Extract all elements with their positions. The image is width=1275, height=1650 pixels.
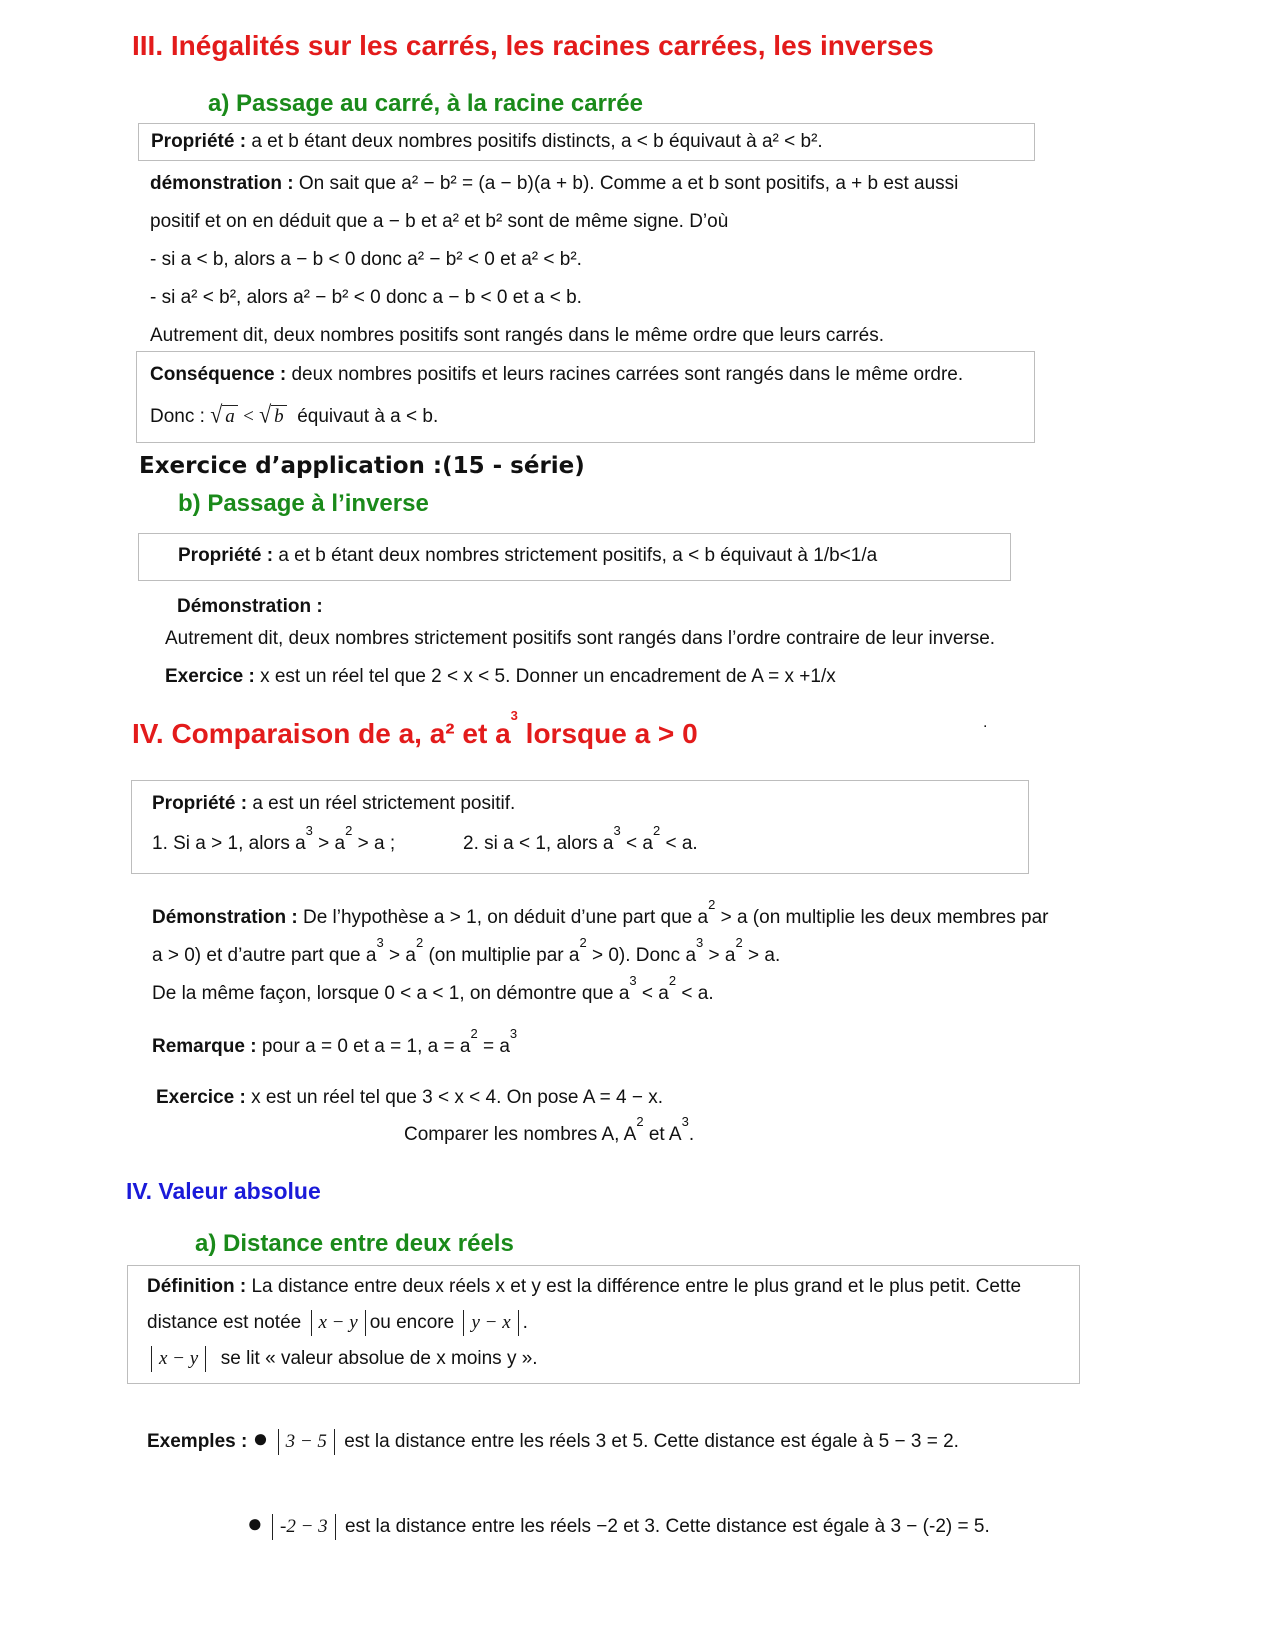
abs-x-minus-y: x − y [311, 1310, 366, 1336]
examples-label: Exemples : [147, 1431, 248, 1452]
consequence-text: deux nombres positifs et leurs racines carrées sont rangés dans le même ordre. [291, 364, 964, 385]
example-1: Exemples : ● 3 − 5 est la distance entre les réels 3 et 5. Cette distance est égale à 5 − 3 = 2. [147, 1423, 959, 1453]
section-title-3: III. Inégalités sur les carrés, les racines carrées, les inverses [132, 30, 934, 61]
definition-label: Définition : [147, 1276, 247, 1297]
property3-box [131, 780, 1029, 874]
property3-line [152, 793, 515, 815]
sqrt-b: √ b [259, 402, 287, 428]
definition-line-2: distance est notée x − y ou encore y − x . [147, 1310, 528, 1336]
sqrt-a: √ a [210, 402, 238, 428]
section-title-4: IV. Comparaison de a, a² et $a^3$ lorsque a > 0 [132, 708, 698, 749]
definition-line-3: x − y se lit « valeur absolue de x moins y ». [147, 1346, 538, 1372]
abs-minus2-minus-3: -2 − 3 [272, 1514, 336, 1540]
subsection-a-title: a) Passage au carré, à la racine carrée [208, 90, 643, 117]
demo3-label: Démonstration : [152, 907, 298, 928]
demo-line-5: Autrement dit, deux nombres positifs sont rangés dans le même ordre que leurs carrés. [150, 325, 884, 346]
exercise-c-label: Exercice : [156, 1087, 246, 1108]
example-2: ● -2 − 3 est la distance entre les réels −2 et 3. Cette distance est égale à 3 − (-2) = 5. [247, 1508, 990, 1538]
property-label: Propriété : [151, 131, 247, 152]
demo2-text: Autrement dit, deux nombres strictement positifs sont rangés dans l’ordre contraire de leur inverse. [165, 628, 996, 649]
property3-item-2: 2. si a < 1, alors $a^3 < a^2 < a$. [463, 823, 698, 854]
property2-line [178, 545, 877, 567]
bullet-icon: ● [252, 1423, 269, 1453]
abs-x-minus-y-2: x − y [151, 1346, 206, 1372]
demo-line-3: - si a < b, alors a − b < 0 donc a² − b² < 0 et a² < b². [150, 249, 582, 270]
remark-line: Remarque : pour a = 0 et a = 1, $a = a^2 = a^3$ [152, 1026, 518, 1057]
consequence-donc-line [150, 402, 438, 428]
demo3-line-2: a > 0) et d’autre part que $a^3 > a^2$ (on multiplie par $a^2 > 0$). Donc $a^3 > a^2 > a$. [152, 935, 781, 966]
bullet-icon: ● [247, 1508, 263, 1538]
demo-line-1 [150, 173, 958, 195]
demo2-label: Démonstration : [177, 596, 323, 617]
property3-item-1: 1. Si a > 1, alors $a^3 > a^2 > a$ ; [152, 823, 396, 854]
exercise-c-line-1: Exercice : x est un réel tel que 3 < x < 4. On pose A = 4 − x. [156, 1087, 664, 1108]
demo-line-4: - si a² < b², alors a² − b² < 0 donc a − b < 0 et a < b. [150, 287, 582, 308]
subsection-distance-title: a) Distance entre deux réels [195, 1230, 514, 1257]
definition-line-1: Définition : La distance entre deux réels x et y est la différence entre le plus grand et le plus petit. Cette [147, 1276, 1022, 1297]
exercise-application-title: Exercice d’application :(15 - série) [139, 453, 585, 479]
exercise-c-line-2: Comparer les nombres A, $A^2$ et $A^3$. [404, 1114, 695, 1145]
demo-line-2: positif et on en déduit que a − b et a² et b² sont de même signe. D’où [150, 211, 729, 232]
demo3-line-1: Démonstration : De l’hypothèse a > 1, on déduit d’une part que $a^2 > a$ (on multiplie les deux membres par [152, 897, 1049, 928]
exercise-b-line [165, 666, 836, 688]
property2-text: a et b étant deux nombres strictement positifs, a < b équivaut à 1/b<1/a [278, 545, 878, 566]
demo3-line-3: De la même façon, lorsque 0 < a < 1, on démontre que $a^3 < a^2 < a$. [152, 973, 714, 1004]
donc-label: Donc : [150, 406, 205, 427]
property3-text: a est un réel strictement positif. [252, 793, 516, 814]
subsection-b-title: b) Passage à l’inverse [178, 490, 429, 517]
abs-y-minus-x: y − x [463, 1310, 518, 1336]
abs-3-minus-5: 3 − 5 [278, 1429, 335, 1455]
section-title-5: IV. Valeur absolue [126, 1178, 321, 1204]
property2-label: Propriété : [178, 545, 274, 566]
consequence-label: Conséquence : [150, 364, 287, 385]
consequence-line [150, 364, 963, 386]
demo-text-1: On sait que a² − b² = (a − b)(a + b). Comme a et b sont positifs, a + b est aussi [298, 173, 959, 194]
exercise-b-label: Exercice : [165, 666, 255, 687]
property2-box [138, 533, 1011, 581]
property-box [138, 123, 1035, 161]
sqrt-lt: < [243, 406, 254, 427]
stray-dot: . [983, 714, 988, 731]
remark-label: Remarque : [152, 1036, 257, 1057]
demo-label: démonstration : [150, 173, 294, 194]
exercise-b-text: x est un réel tel que 2 < x < 5. Donner un encadrement de A = x +1/x [260, 666, 836, 687]
property-text: a et b étant deux nombres positifs distincts, a < b équivaut à a² < b². [251, 131, 823, 152]
property-line [151, 131, 823, 153]
consequence-tail: équivaut à a < b. [297, 406, 439, 427]
property3-label: Propriété : [152, 793, 248, 814]
consequence-box [136, 351, 1035, 443]
definition-box [127, 1265, 1080, 1384]
